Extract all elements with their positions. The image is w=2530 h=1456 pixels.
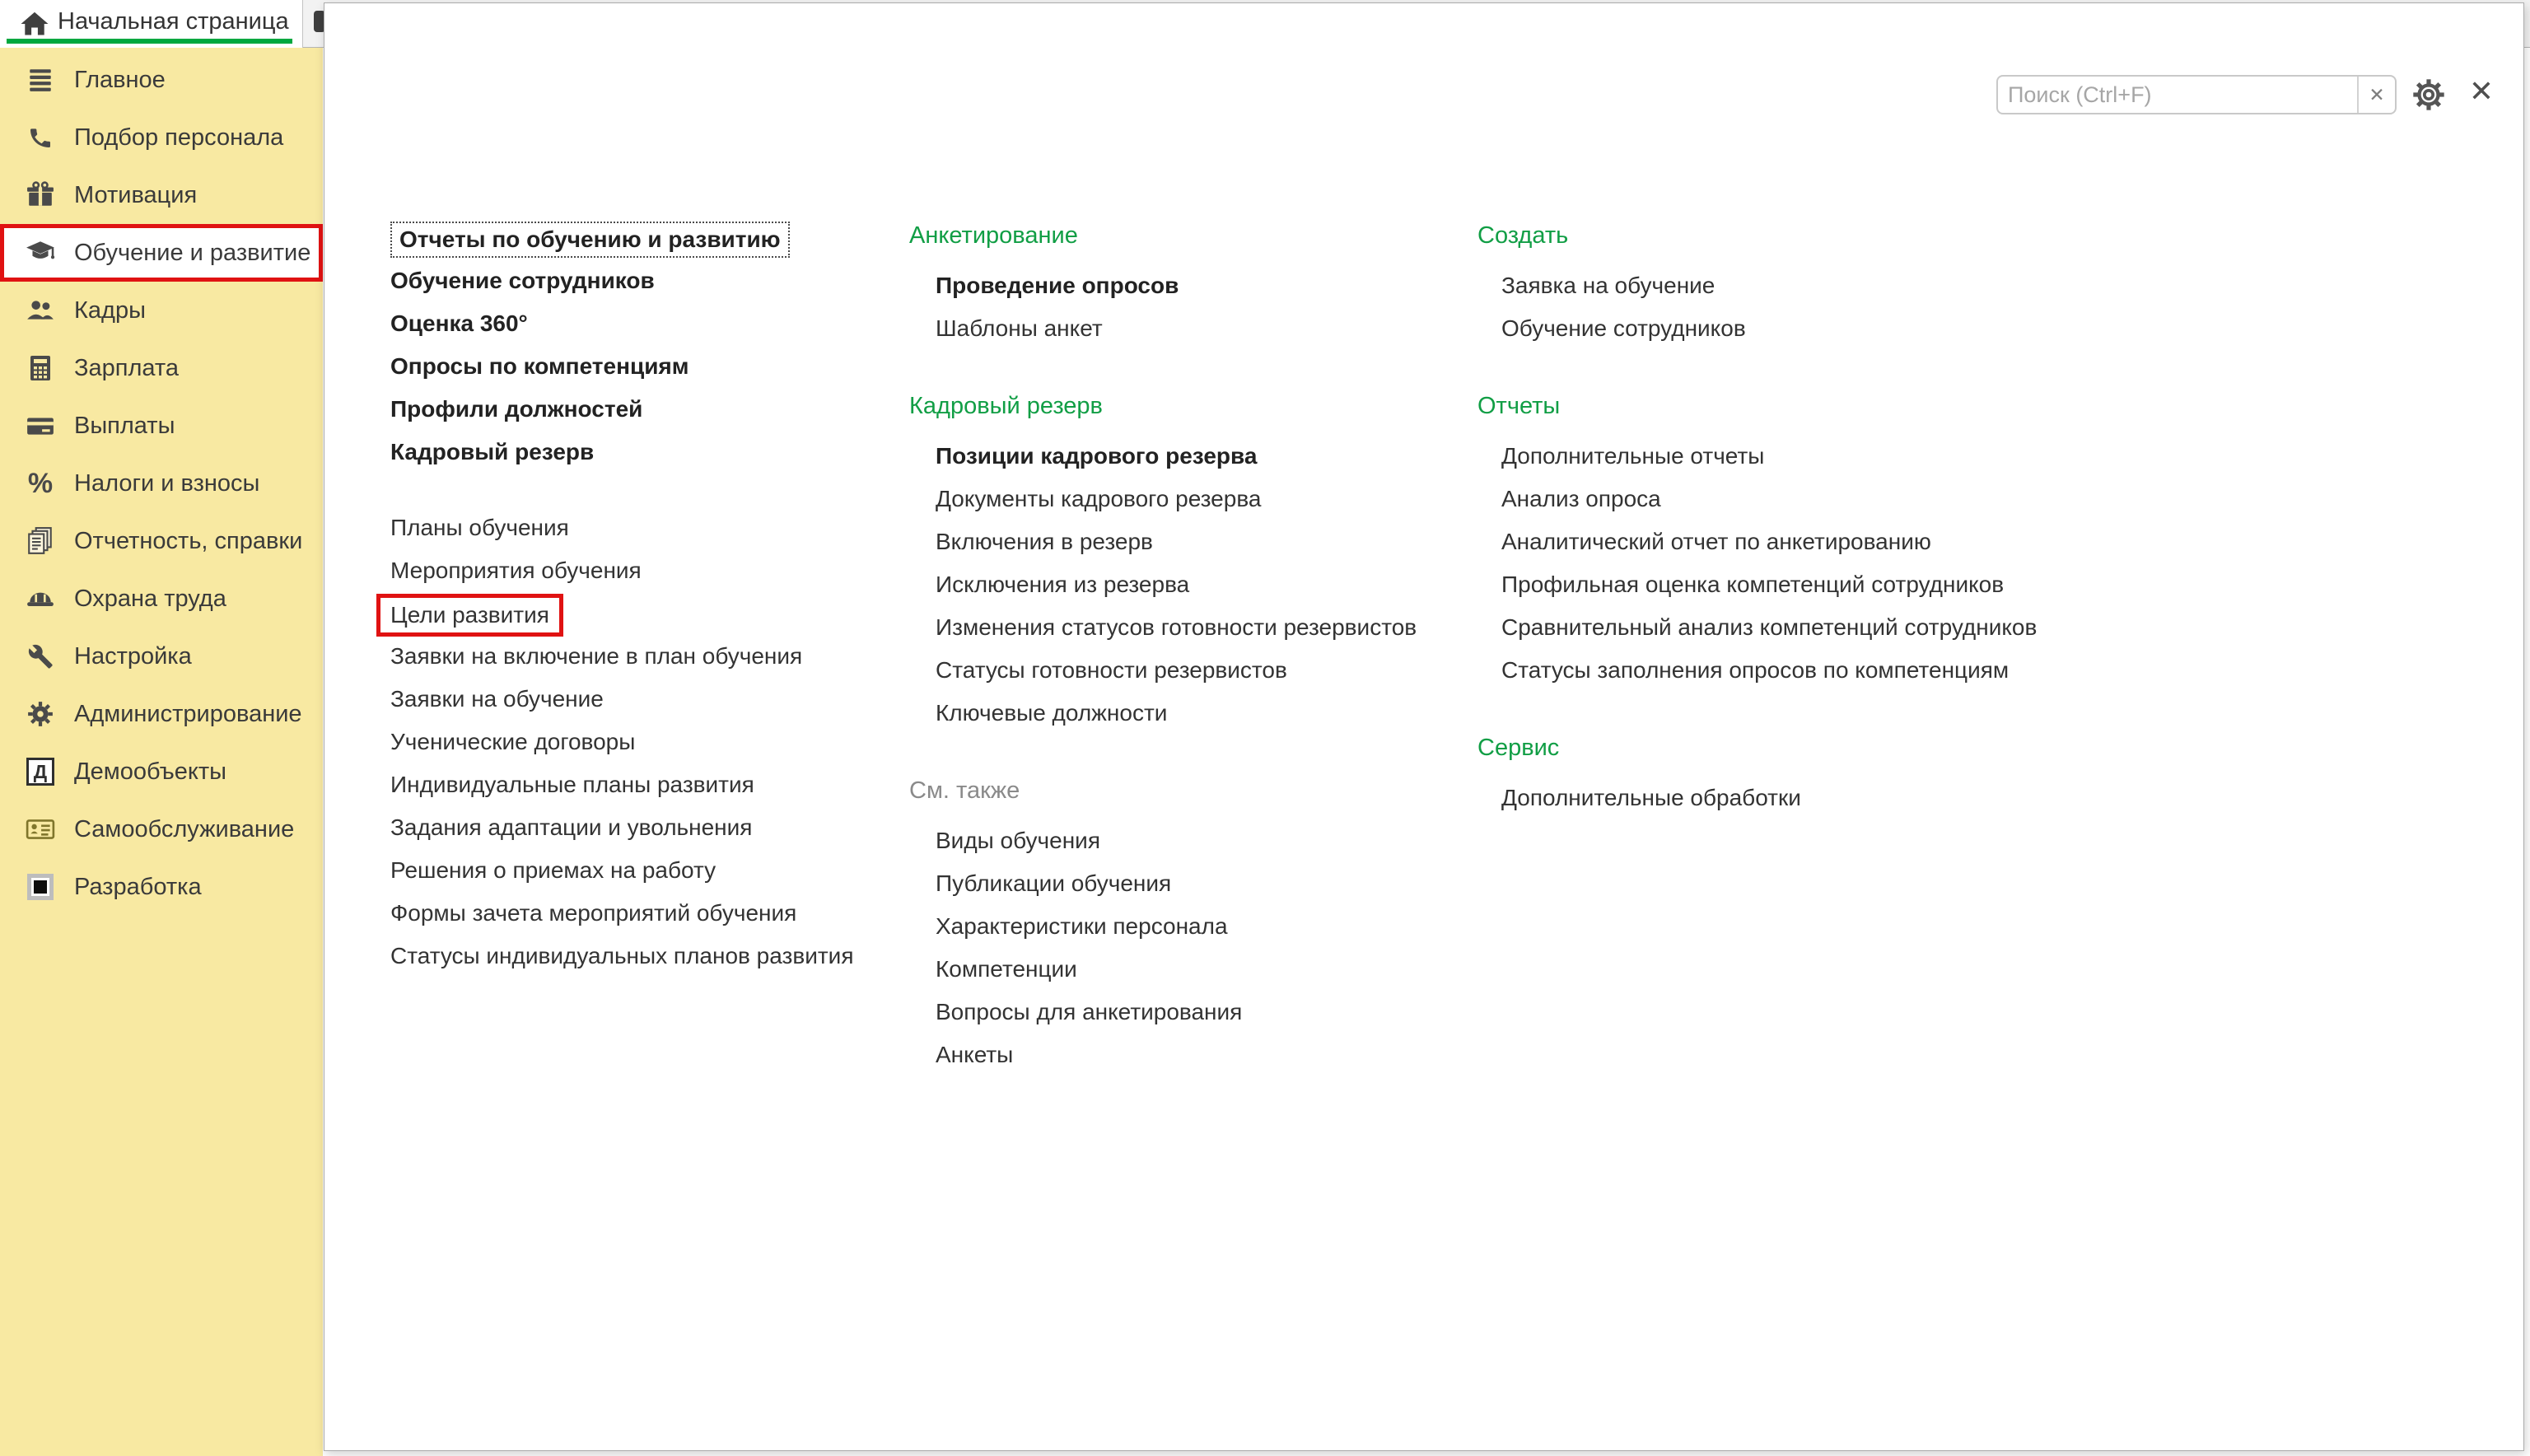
menu-item[interactable]: Статусы заполнения опросов по компетенциям (1501, 657, 2010, 683)
menu-item[interactable]: Шаблоны анкет (936, 315, 1103, 341)
menu-item[interactable]: Ученические договоры (390, 729, 636, 754)
documents-icon (25, 525, 56, 557)
menu-item[interactable]: Аналитический отчет по анкетированию (1501, 529, 1931, 554)
phone-icon (25, 122, 56, 153)
menu-column-main (390, 217, 853, 978)
sidebar-item-administration[interactable] (0, 685, 323, 743)
calculator-icon (25, 352, 56, 384)
section-title-reports: Отчеты (1477, 393, 1561, 419)
menu-item[interactable]: Публикации обучения (936, 870, 1172, 896)
menu-item[interactable]: Виды обучения (936, 828, 1100, 853)
menu-item[interactable]: Заявки на обучение (390, 686, 604, 712)
menu-line (390, 592, 853, 635)
sidebar-item-label: Зарплата (74, 355, 179, 381)
sidebar-item-self-service[interactable] (0, 800, 323, 858)
wrench-icon (25, 641, 56, 672)
sidebar-item-development[interactable] (0, 858, 323, 916)
menu-line (390, 217, 853, 259)
menu-item[interactable]: Компетенции (936, 956, 1077, 982)
section-title-talent-pool: Кадровый резерв (909, 393, 1103, 419)
dev-square-icon (25, 871, 56, 903)
credit-card-icon (25, 410, 56, 441)
sidebar-item-hr[interactable] (0, 282, 323, 339)
menu-item[interactable]: Вопросы для анкетирования (936, 999, 1243, 1024)
function-menu-panel (324, 2, 2524, 1451)
demo-square-icon: Д (25, 756, 56, 787)
sidebar-item-label: Разработка (74, 874, 202, 900)
menu-item[interactable]: Заявки на включение в план обучения (390, 643, 803, 669)
menu-item[interactable]: Решения о приемах на работу (390, 857, 717, 883)
menu-item[interactable]: Планы обучения (390, 515, 569, 540)
sidebar-item-recruitment[interactable] (0, 109, 323, 166)
menu-icon (25, 64, 56, 96)
menu-item[interactable]: Обучение сотрудников (390, 268, 655, 293)
sidebar-item-reporting[interactable] (0, 512, 323, 570)
sidebar-item-labor-safety[interactable] (0, 570, 323, 628)
menu-item[interactable]: Дополнительные обработки (1501, 785, 1801, 810)
menu-item[interactable]: Мероприятия обучения (390, 558, 642, 583)
search-input[interactable] (1998, 77, 2357, 113)
sidebar-item-label: Обучение и развитие (74, 240, 311, 266)
section-title-see-also: См. также (909, 777, 1020, 804)
sidebar-item-label: Настройка (74, 643, 192, 670)
sidebar-item-label: Выплаты (74, 413, 175, 439)
menu-item[interactable]: Статусы индивидуальных планов развития (390, 943, 854, 968)
search-clear-icon[interactable]: ✕ (2357, 77, 2395, 113)
menu-item[interactable]: Опросы по компетенциям (390, 353, 689, 379)
menu-item[interactable]: Позиции кадрового резерва (936, 443, 1258, 469)
tab-home-label: Начальная страница (58, 8, 289, 35)
section-sidebar (0, 48, 323, 1456)
menu-item[interactable]: Анализ опроса (1501, 486, 1661, 511)
active-tab-underline (7, 39, 292, 44)
menu-item[interactable]: Характеристики персонала (936, 913, 1228, 939)
gift-icon (25, 180, 56, 211)
settings-gear-icon[interactable] (2410, 76, 2448, 114)
menu-item[interactable]: Сравнительный анализ компетенций сотрудников (1501, 614, 2038, 640)
menu-item[interactable]: Профильная оценка компетенций сотрудников (1501, 572, 2005, 597)
sidebar-item-payments[interactable] (0, 397, 323, 455)
menu-item-reports-training[interactable]: Отчеты по обучению и развитию (390, 222, 790, 258)
menu-item[interactable]: Документы кадрового резерва (936, 486, 1262, 511)
people-icon (25, 295, 56, 326)
percent-icon: % (27, 467, 54, 499)
sidebar-item-main[interactable] (0, 51, 323, 109)
sidebar-item-label: Подбор персонала (74, 124, 284, 151)
helmet-icon (25, 583, 56, 614)
menu-item[interactable]: Статусы готовности резервистов (936, 657, 1287, 683)
sidebar-item-label: Самообслуживание (74, 816, 295, 842)
id-card-icon (25, 814, 56, 845)
sidebar-item-label: Отчетность, справки (74, 528, 303, 554)
sidebar-item-training-highlighted[interactable] (0, 224, 323, 282)
menu-item[interactable]: Индивидуальные планы развития (390, 772, 754, 797)
sidebar-item-taxes[interactable] (0, 455, 323, 512)
menu-item[interactable]: Дополнительные отчеты (1501, 443, 1765, 469)
section-title-surveys: Анкетирование (909, 222, 1078, 249)
sidebar-item-demo-objects[interactable] (0, 743, 323, 800)
home-icon (20, 9, 49, 43)
menu-item[interactable]: Ключевые должности (936, 700, 1168, 726)
menu-item[interactable]: Изменения статусов готовности резервистов (936, 614, 1417, 640)
section-title-create: Создать (1477, 222, 1569, 249)
menu-item[interactable]: Оценка 360° (390, 310, 528, 336)
sidebar-item-salary[interactable] (0, 339, 323, 397)
sidebar-item-label: Кадры (74, 297, 146, 324)
sidebar-item-label: Демообъекты (74, 758, 227, 785)
sidebar-item-motivation[interactable] (0, 166, 323, 224)
gear-icon (25, 698, 56, 730)
sidebar-item-label: Охрана труда (74, 586, 226, 612)
menu-item[interactable]: Исключения из резерва (936, 572, 1190, 597)
sidebar-item-label: Администрирование (74, 701, 302, 727)
menu-item[interactable]: Задания адаптации и увольнения (390, 814, 753, 840)
close-icon[interactable]: ✕ (2468, 74, 2495, 108)
menu-column-right (1477, 214, 2037, 819)
section-title-service: Сервис (1477, 735, 1560, 761)
menu-item[interactable]: Формы зачета мероприятий обучения (390, 900, 797, 926)
sidebar-item-label: Мотивация (74, 182, 198, 208)
menu-item[interactable]: Кадровый резерв (390, 439, 595, 464)
graduation-cap-icon (25, 237, 56, 268)
menu-item[interactable]: Проведение опросов (936, 273, 1179, 298)
sidebar-item-settings[interactable] (0, 628, 323, 685)
menu-item[interactable]: Заявка на обучение (1501, 273, 1715, 298)
menu-item[interactable]: Включения в резерв (936, 529, 1153, 554)
search-box (1996, 75, 2397, 114)
menu-item[interactable]: Профили должностей (390, 396, 643, 422)
menu-item[interactable]: Обучение сотрудников (1501, 315, 1746, 341)
sidebar-item-label: Налоги и взносы (74, 470, 260, 497)
menu-item-development-goals-highlighted[interactable]: Цели развития (376, 594, 563, 637)
sidebar-item-label: Главное (74, 67, 166, 93)
tab-home[interactable] (0, 0, 303, 48)
menu-column-middle (909, 214, 1417, 1076)
menu-item[interactable]: Анкеты (936, 1042, 1014, 1067)
